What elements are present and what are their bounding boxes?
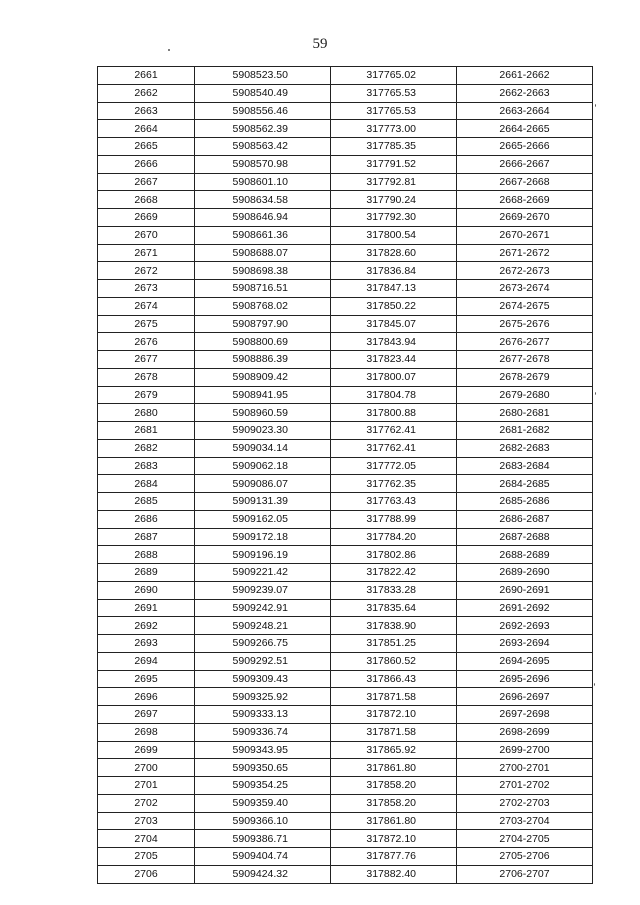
segment-cell: 2690-2691 [457, 581, 593, 599]
y-coordinate-cell: 317791.52 [331, 155, 457, 173]
table-row [98, 741, 593, 759]
point-number-cell: 2663 [98, 102, 195, 120]
x-coordinate-cell: 5909404.74 [195, 848, 331, 866]
x-coordinate-cell: 5909325.92 [195, 688, 331, 706]
table-row [98, 262, 593, 280]
x-coordinate-cell: 5909034.14 [195, 439, 331, 457]
point-number-cell: 2677 [98, 351, 195, 369]
y-coordinate-cell: 317792.30 [331, 209, 457, 227]
x-coordinate-cell: 5908768.02 [195, 297, 331, 315]
segment-cell: 2672-2673 [457, 262, 593, 280]
table-row [98, 297, 593, 315]
point-number-cell: 2665 [98, 138, 195, 156]
segment-cell: 2679-2680 [457, 386, 593, 404]
x-coordinate-cell: 5909196.19 [195, 546, 331, 564]
table-body [98, 67, 593, 884]
x-coordinate-cell: 5909162.05 [195, 510, 331, 528]
x-coordinate-cell: 5908634.58 [195, 191, 331, 209]
point-number-cell: 2672 [98, 262, 195, 280]
point-number-cell: 2664 [98, 120, 195, 138]
segment-cell: 2674-2675 [457, 297, 593, 315]
point-number-cell: 2696 [98, 688, 195, 706]
point-number-cell: 2699 [98, 741, 195, 759]
y-coordinate-cell: 317785.35 [331, 138, 457, 156]
table-row [98, 120, 593, 138]
table-row [98, 599, 593, 617]
x-coordinate-cell: 5909131.39 [195, 493, 331, 511]
point-number-cell: 2666 [98, 155, 195, 173]
point-number-cell: 2692 [98, 617, 195, 635]
segment-cell: 2692-2693 [457, 617, 593, 635]
y-coordinate-cell: 317836.84 [331, 262, 457, 280]
table-row [98, 422, 593, 440]
y-coordinate-cell: 317858.20 [331, 777, 457, 795]
y-coordinate-cell: 317858.20 [331, 794, 457, 812]
y-coordinate-cell: 317802.86 [331, 546, 457, 564]
table-row [98, 209, 593, 227]
point-number-cell: 2662 [98, 84, 195, 102]
point-number-cell: 2682 [98, 439, 195, 457]
point-number-cell: 2691 [98, 599, 195, 617]
point-number-cell: 2685 [98, 493, 195, 511]
point-number-cell: 2704 [98, 830, 195, 848]
x-coordinate-cell: 5908646.94 [195, 209, 331, 227]
y-coordinate-cell: 317784.20 [331, 528, 457, 546]
y-coordinate-cell: 317866.43 [331, 670, 457, 688]
x-coordinate-cell: 5908797.90 [195, 315, 331, 333]
y-coordinate-cell: 317800.54 [331, 226, 457, 244]
x-coordinate-cell: 5908941.95 [195, 386, 331, 404]
segment-cell: 2703-2704 [457, 812, 593, 830]
point-number-cell: 2697 [98, 706, 195, 724]
x-coordinate-cell: 5909309.43 [195, 670, 331, 688]
point-number-cell: 2702 [98, 794, 195, 812]
x-coordinate-cell: 5908886.39 [195, 351, 331, 369]
table-row [98, 475, 593, 493]
x-coordinate-cell: 5909386.71 [195, 830, 331, 848]
y-coordinate-cell: 317792.81 [331, 173, 457, 191]
table-row [98, 617, 593, 635]
table-row [98, 546, 593, 564]
table-row [98, 865, 593, 883]
x-coordinate-cell: 5909221.42 [195, 564, 331, 582]
table-row [98, 315, 593, 333]
scan-speck [168, 49, 170, 51]
segment-cell: 2676-2677 [457, 333, 593, 351]
x-coordinate-cell: 5908800.69 [195, 333, 331, 351]
segment-cell: 2695-2696 [457, 670, 593, 688]
table-row [98, 191, 593, 209]
point-number-cell: 2686 [98, 510, 195, 528]
x-coordinate-cell: 5908960.59 [195, 404, 331, 422]
y-coordinate-cell: 317762.41 [331, 439, 457, 457]
y-coordinate-cell: 317765.53 [331, 84, 457, 102]
point-number-cell: 2700 [98, 759, 195, 777]
table-row [98, 510, 593, 528]
x-coordinate-cell: 5909366.10 [195, 812, 331, 830]
segment-cell: 2688-2689 [457, 546, 593, 564]
table-row [98, 84, 593, 102]
y-coordinate-cell: 317843.94 [331, 333, 457, 351]
point-number-cell: 2671 [98, 244, 195, 262]
y-coordinate-cell: 317882.40 [331, 865, 457, 883]
segment-cell: 2667-2668 [457, 173, 593, 191]
y-coordinate-cell: 317762.41 [331, 422, 457, 440]
y-coordinate-cell: 317763.43 [331, 493, 457, 511]
x-coordinate-cell: 5909359.40 [195, 794, 331, 812]
y-coordinate-cell: 317861.80 [331, 812, 457, 830]
table-row [98, 493, 593, 511]
segment-cell: 2700-2701 [457, 759, 593, 777]
y-coordinate-cell: 317788.99 [331, 510, 457, 528]
segment-cell: 2665-2666 [457, 138, 593, 156]
x-coordinate-cell: 5909343.95 [195, 741, 331, 759]
x-coordinate-cell: 5908688.07 [195, 244, 331, 262]
x-coordinate-cell: 5909086.07 [195, 475, 331, 493]
x-coordinate-cell: 5909292.51 [195, 652, 331, 670]
y-coordinate-cell: 317762.35 [331, 475, 457, 493]
segment-cell: 2699-2700 [457, 741, 593, 759]
x-coordinate-cell: 5908540.49 [195, 84, 331, 102]
segment-cell: 2680-2681 [457, 404, 593, 422]
segment-cell: 2669-2670 [457, 209, 593, 227]
table-row [98, 635, 593, 653]
y-coordinate-cell: 317773.00 [331, 120, 457, 138]
y-coordinate-cell: 317861.80 [331, 759, 457, 777]
point-number-cell: 2678 [98, 368, 195, 386]
point-number-cell: 2687 [98, 528, 195, 546]
table-row [98, 688, 593, 706]
segment-cell: 2685-2686 [457, 493, 593, 511]
x-coordinate-cell: 5908556.46 [195, 102, 331, 120]
y-coordinate-cell: 317871.58 [331, 688, 457, 706]
y-coordinate-cell: 317828.60 [331, 244, 457, 262]
segment-cell: 2706-2707 [457, 865, 593, 883]
point-number-cell: 2706 [98, 865, 195, 883]
segment-cell: 2686-2687 [457, 510, 593, 528]
x-coordinate-cell: 5909336.74 [195, 723, 331, 741]
table-row [98, 333, 593, 351]
point-number-cell: 2681 [98, 422, 195, 440]
table-row [98, 368, 593, 386]
point-number-cell: 2676 [98, 333, 195, 351]
table-row [98, 564, 593, 582]
y-coordinate-cell: 317872.10 [331, 830, 457, 848]
point-number-cell: 2690 [98, 581, 195, 599]
table-row [98, 812, 593, 830]
y-coordinate-cell: 317822.42 [331, 564, 457, 582]
table-row [98, 404, 593, 422]
y-coordinate-cell: 317765.02 [331, 67, 457, 85]
y-coordinate-cell: 317851.25 [331, 635, 457, 653]
point-number-cell: 2669 [98, 209, 195, 227]
table-row [98, 280, 593, 298]
y-coordinate-cell: 317772.05 [331, 457, 457, 475]
x-coordinate-cell: 5909248.21 [195, 617, 331, 635]
segment-cell: 2691-2692 [457, 599, 593, 617]
table-row [98, 528, 593, 546]
table-row [98, 794, 593, 812]
table-row [98, 155, 593, 173]
table-row [98, 244, 593, 262]
scan-speck [595, 392, 596, 395]
point-number-cell: 2674 [98, 297, 195, 315]
x-coordinate-cell: 5909172.18 [195, 528, 331, 546]
segment-cell: 2702-2703 [457, 794, 593, 812]
y-coordinate-cell: 317833.28 [331, 581, 457, 599]
x-coordinate-cell: 5909424.32 [195, 865, 331, 883]
point-number-cell: 2668 [98, 191, 195, 209]
point-number-cell: 2693 [98, 635, 195, 653]
x-coordinate-cell: 5909354.25 [195, 777, 331, 795]
x-coordinate-cell: 5909062.18 [195, 457, 331, 475]
table-row [98, 457, 593, 475]
x-coordinate-cell: 5908661.36 [195, 226, 331, 244]
segment-cell: 2687-2688 [457, 528, 593, 546]
segment-cell: 2673-2674 [457, 280, 593, 298]
x-coordinate-cell: 5909333.13 [195, 706, 331, 724]
x-coordinate-cell: 5909350.65 [195, 759, 331, 777]
point-number-cell: 2701 [98, 777, 195, 795]
y-coordinate-cell: 317790.24 [331, 191, 457, 209]
segment-cell: 2681-2682 [457, 422, 593, 440]
x-coordinate-cell: 5908562.39 [195, 120, 331, 138]
y-coordinate-cell: 317765.53 [331, 102, 457, 120]
segment-cell: 2663-2664 [457, 102, 593, 120]
point-number-cell: 2679 [98, 386, 195, 404]
scan-speck [594, 683, 595, 686]
x-coordinate-cell: 5908716.51 [195, 280, 331, 298]
x-coordinate-cell: 5909023.30 [195, 422, 331, 440]
y-coordinate-cell: 317850.22 [331, 297, 457, 315]
table-row [98, 848, 593, 866]
point-number-cell: 2673 [98, 280, 195, 298]
x-coordinate-cell: 5908523.50 [195, 67, 331, 85]
segment-cell: 2684-2685 [457, 475, 593, 493]
segment-cell: 2668-2669 [457, 191, 593, 209]
point-number-cell: 2667 [98, 173, 195, 191]
coordinates-table [97, 66, 593, 884]
segment-cell: 2698-2699 [457, 723, 593, 741]
point-number-cell: 2703 [98, 812, 195, 830]
x-coordinate-cell: 5908563.42 [195, 138, 331, 156]
point-number-cell: 2705 [98, 848, 195, 866]
point-number-cell: 2688 [98, 546, 195, 564]
table-row [98, 173, 593, 191]
segment-cell: 2693-2694 [457, 635, 593, 653]
table-row [98, 439, 593, 457]
segment-cell: 2671-2672 [457, 244, 593, 262]
y-coordinate-cell: 317800.07 [331, 368, 457, 386]
table-row [98, 670, 593, 688]
y-coordinate-cell: 317847.13 [331, 280, 457, 298]
segment-cell: 2694-2695 [457, 652, 593, 670]
segment-cell: 2683-2684 [457, 457, 593, 475]
table-row [98, 138, 593, 156]
point-number-cell: 2694 [98, 652, 195, 670]
segment-cell: 2675-2676 [457, 315, 593, 333]
segment-cell: 2670-2671 [457, 226, 593, 244]
point-number-cell: 2670 [98, 226, 195, 244]
table-row [98, 706, 593, 724]
table-row [98, 723, 593, 741]
point-number-cell: 2675 [98, 315, 195, 333]
segment-cell: 2664-2665 [457, 120, 593, 138]
table-row [98, 777, 593, 795]
y-coordinate-cell: 317845.07 [331, 315, 457, 333]
segment-cell: 2689-2690 [457, 564, 593, 582]
segment-cell: 2678-2679 [457, 368, 593, 386]
y-coordinate-cell: 317865.92 [331, 741, 457, 759]
segment-cell: 2662-2663 [457, 84, 593, 102]
y-coordinate-cell: 317872.10 [331, 706, 457, 724]
table-row [98, 386, 593, 404]
table-row [98, 351, 593, 369]
segment-cell: 2701-2702 [457, 777, 593, 795]
x-coordinate-cell: 5908909.42 [195, 368, 331, 386]
point-number-cell: 2661 [98, 67, 195, 85]
y-coordinate-cell: 317871.58 [331, 723, 457, 741]
y-coordinate-cell: 317804.78 [331, 386, 457, 404]
segment-cell: 2661-2662 [457, 67, 593, 85]
y-coordinate-cell: 317800.88 [331, 404, 457, 422]
table-row [98, 759, 593, 777]
y-coordinate-cell: 317860.52 [331, 652, 457, 670]
table-row [98, 581, 593, 599]
segment-cell: 2704-2705 [457, 830, 593, 848]
segment-cell: 2705-2706 [457, 848, 593, 866]
point-number-cell: 2683 [98, 457, 195, 475]
segment-cell: 2696-2697 [457, 688, 593, 706]
x-coordinate-cell: 5908601.10 [195, 173, 331, 191]
point-number-cell: 2680 [98, 404, 195, 422]
table-row [98, 652, 593, 670]
table-row [98, 830, 593, 848]
x-coordinate-cell: 5909266.75 [195, 635, 331, 653]
y-coordinate-cell: 317838.90 [331, 617, 457, 635]
scan-speck [595, 104, 596, 107]
point-number-cell: 2698 [98, 723, 195, 741]
page-number: 59 [312, 36, 328, 52]
segment-cell: 2677-2678 [457, 351, 593, 369]
y-coordinate-cell: 317877.76 [331, 848, 457, 866]
segment-cell: 2697-2698 [457, 706, 593, 724]
point-number-cell: 2684 [98, 475, 195, 493]
segment-cell: 2666-2667 [457, 155, 593, 173]
x-coordinate-cell: 5909239.07 [195, 581, 331, 599]
point-number-cell: 2689 [98, 564, 195, 582]
table-row [98, 102, 593, 120]
y-coordinate-cell: 317835.64 [331, 599, 457, 617]
x-coordinate-cell: 5909242.91 [195, 599, 331, 617]
point-number-cell: 2695 [98, 670, 195, 688]
segment-cell: 2682-2683 [457, 439, 593, 457]
x-coordinate-cell: 5908570.98 [195, 155, 331, 173]
y-coordinate-cell: 317823.44 [331, 351, 457, 369]
table-row [98, 226, 593, 244]
table-row [98, 67, 593, 85]
x-coordinate-cell: 5908698.38 [195, 262, 331, 280]
